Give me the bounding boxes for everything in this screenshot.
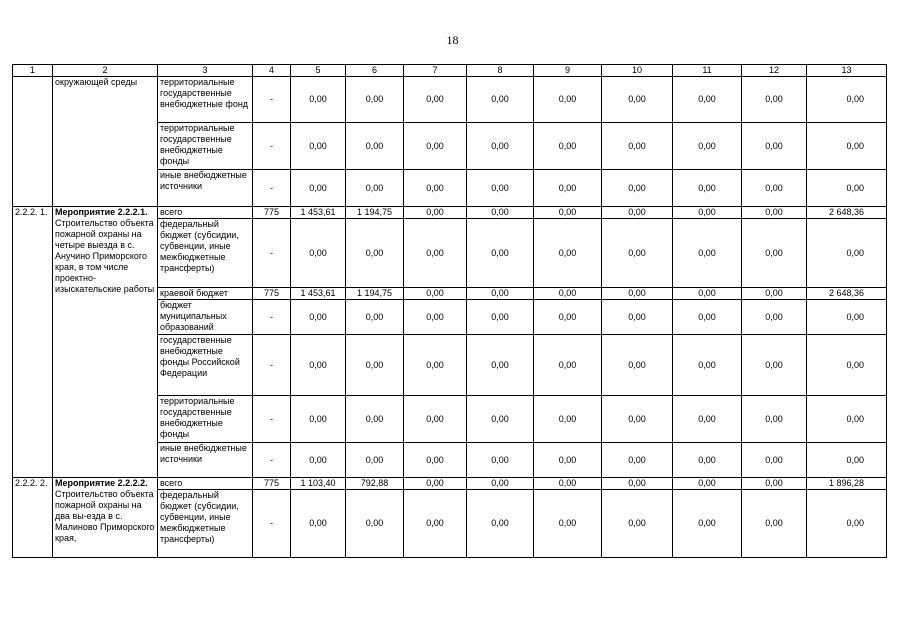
- amount-cell: 0,00: [673, 207, 742, 219]
- amount-cell: 0,00: [742, 490, 807, 558]
- amount-cell: 0,00: [291, 443, 346, 478]
- amount-cell: 0,00: [346, 396, 404, 443]
- amount-cell: 0,00: [467, 207, 534, 219]
- amount-cell: 0,00: [742, 300, 807, 335]
- amount-cell: 0,00: [534, 335, 602, 396]
- funding-source: всего: [158, 207, 253, 219]
- admin-code: -: [253, 170, 291, 207]
- amount-cell: 0,00: [346, 123, 404, 170]
- amount-cell: 0,00: [742, 219, 807, 288]
- item-title: Мероприятие 2.2.2.2.: [55, 478, 148, 488]
- header-cell: 12: [742, 65, 807, 77]
- admin-code: -: [253, 77, 291, 123]
- amount-cell: 0,00: [404, 490, 467, 558]
- amount-cell: 0,00: [534, 77, 602, 123]
- funding-source: государственные внебюджетные фонды Российской Федерации: [158, 335, 253, 396]
- amount-cell: 0,00: [673, 288, 742, 300]
- amount-cell: 1 896,28: [807, 478, 887, 490]
- table-row: [13, 478, 887, 490]
- table-row: [13, 207, 887, 219]
- header-cell: 8: [467, 65, 534, 77]
- amount-cell: 0,00: [807, 123, 887, 170]
- amount-cell: 0,00: [742, 478, 807, 490]
- amount-cell: 0,00: [346, 300, 404, 335]
- header-cell: 10: [602, 65, 673, 77]
- header-cell: 7: [404, 65, 467, 77]
- amount-cell: 1 103,40: [291, 478, 346, 490]
- amount-cell: 0,00: [742, 396, 807, 443]
- amount-cell: 0,00: [404, 396, 467, 443]
- amount-cell: 0,00: [742, 207, 807, 219]
- amount-cell: 0,00: [404, 443, 467, 478]
- admin-code: 775: [253, 478, 291, 490]
- amount-cell: 0,00: [346, 490, 404, 558]
- header-cell: 2: [53, 65, 158, 77]
- funding-source: территориальные государственные внебюджетные фонды: [158, 123, 253, 170]
- amount-cell: 0,00: [742, 335, 807, 396]
- amount-cell: 0,00: [602, 207, 673, 219]
- admin-code: -: [253, 396, 291, 443]
- funding-source: иные внебюджетные источники: [158, 443, 253, 478]
- header-cell: 13: [807, 65, 887, 77]
- amount-cell: 0,00: [467, 478, 534, 490]
- funding-source: бюджет муниципальных образований: [158, 300, 253, 335]
- funding-source: федеральный бюджет (субсидии, субвенции, иные межбюджетные трансферты): [158, 490, 253, 558]
- amount-cell: 0,00: [602, 396, 673, 443]
- amount-cell: 0,00: [534, 396, 602, 443]
- admin-code: -: [253, 335, 291, 396]
- budget-table: [12, 64, 887, 558]
- amount-cell: 0,00: [807, 300, 887, 335]
- amount-cell: 0,00: [346, 77, 404, 123]
- amount-cell: 0,00: [346, 219, 404, 288]
- amount-cell: 0,00: [602, 123, 673, 170]
- amount-cell: 0,00: [291, 490, 346, 558]
- amount-cell: 0,00: [404, 219, 467, 288]
- table-row: [13, 77, 887, 123]
- amount-cell: 0,00: [534, 288, 602, 300]
- amount-cell: 792,88: [346, 478, 404, 490]
- admin-code: -: [253, 443, 291, 478]
- item-code: 2.2.2. 1.: [13, 207, 53, 478]
- header-cell: 1: [13, 65, 53, 77]
- amount-cell: 0,00: [534, 219, 602, 288]
- amount-cell: 2 648,36: [807, 207, 887, 219]
- header-cell: 3: [158, 65, 253, 77]
- funding-source: территориальные государственные внебюджетные фонды: [158, 396, 253, 443]
- amount-cell: 1 194,75: [346, 288, 404, 300]
- amount-cell: 0,00: [807, 443, 887, 478]
- item-code: 2.2.2. 2.: [13, 478, 53, 558]
- amount-cell: 0,00: [534, 490, 602, 558]
- amount-cell: 0,00: [807, 219, 887, 288]
- amount-cell: 0,00: [467, 490, 534, 558]
- amount-cell: 0,00: [346, 170, 404, 207]
- amount-cell: 0,00: [602, 77, 673, 123]
- admin-code: -: [253, 300, 291, 335]
- amount-cell: 0,00: [602, 490, 673, 558]
- amount-cell: 0,00: [346, 335, 404, 396]
- amount-cell: 0,00: [291, 77, 346, 123]
- admin-code: -: [253, 123, 291, 170]
- item-name: [53, 77, 158, 207]
- amount-cell: 0,00: [602, 335, 673, 396]
- amount-cell: 0,00: [807, 396, 887, 443]
- amount-cell: 0,00: [742, 77, 807, 123]
- header-row: [13, 65, 887, 77]
- table-body: [13, 65, 887, 558]
- amount-cell: 0,00: [404, 478, 467, 490]
- admin-code: 775: [253, 288, 291, 300]
- amount-cell: 0,00: [404, 170, 467, 207]
- amount-cell: 0,00: [346, 443, 404, 478]
- amount-cell: 0,00: [602, 219, 673, 288]
- amount-cell: 0,00: [673, 335, 742, 396]
- amount-cell: 0,00: [602, 300, 673, 335]
- amount-cell: 0,00: [467, 288, 534, 300]
- item-name: [53, 478, 158, 558]
- amount-cell: 0,00: [404, 77, 467, 123]
- item-description: Строительство объекта пожарной охраны на два вы-езда в с. Малиново Приморского края,: [55, 489, 155, 543]
- amount-cell: 2 648,36: [807, 288, 887, 300]
- funding-source: федеральный бюджет (субсидии, субвенции, иные межбюджетные трансферты): [158, 219, 253, 288]
- amount-cell: 0,00: [602, 443, 673, 478]
- amount-cell: 0,00: [602, 288, 673, 300]
- amount-cell: 0,00: [673, 219, 742, 288]
- amount-cell: 1 453,61: [291, 207, 346, 219]
- amount-cell: 0,00: [467, 77, 534, 123]
- amount-cell: 0,00: [807, 170, 887, 207]
- amount-cell: 0,00: [467, 335, 534, 396]
- amount-cell: 0,00: [534, 478, 602, 490]
- admin-code: -: [253, 490, 291, 558]
- amount-cell: 0,00: [291, 396, 346, 443]
- amount-cell: 0,00: [742, 288, 807, 300]
- amount-cell: 0,00: [291, 335, 346, 396]
- amount-cell: 0,00: [467, 443, 534, 478]
- amount-cell: 0,00: [602, 478, 673, 490]
- admin-code: -: [253, 219, 291, 288]
- amount-cell: 0,00: [404, 288, 467, 300]
- amount-cell: 0,00: [404, 335, 467, 396]
- amount-cell: 0,00: [291, 170, 346, 207]
- amount-cell: 0,00: [673, 77, 742, 123]
- header-cell: 11: [673, 65, 742, 77]
- amount-cell: 0,00: [673, 396, 742, 443]
- amount-cell: 0,00: [742, 443, 807, 478]
- amount-cell: 0,00: [467, 300, 534, 335]
- amount-cell: 0,00: [404, 300, 467, 335]
- amount-cell: 0,00: [534, 123, 602, 170]
- amount-cell: 0,00: [467, 170, 534, 207]
- amount-cell: 0,00: [673, 490, 742, 558]
- amount-cell: 0,00: [534, 300, 602, 335]
- item-code: [13, 77, 53, 207]
- item-description: окружающей среды: [55, 77, 138, 87]
- header-cell: 9: [534, 65, 602, 77]
- page-number: 18: [446, 33, 459, 47]
- amount-cell: 0,00: [742, 170, 807, 207]
- funding-source: территориальные государственные внебюджетные фонд: [158, 77, 253, 123]
- amount-cell: 0,00: [673, 478, 742, 490]
- funding-source: всего: [158, 478, 253, 490]
- amount-cell: 0,00: [404, 207, 467, 219]
- amount-cell: 0,00: [404, 123, 467, 170]
- amount-cell: 0,00: [467, 123, 534, 170]
- amount-cell: 0,00: [602, 170, 673, 207]
- amount-cell: 0,00: [742, 123, 807, 170]
- item-description: Строительство объекта пожарной охраны на четыре выезда в с. Анучино Приморского края, в том числе проектно-изыскательские работы: [55, 218, 155, 294]
- amount-cell: 0,00: [467, 396, 534, 443]
- amount-cell: 0,00: [467, 219, 534, 288]
- amount-cell: 0,00: [534, 443, 602, 478]
- header-cell: 4: [253, 65, 291, 77]
- amount-cell: 1 194,75: [346, 207, 404, 219]
- header-cell: 6: [346, 65, 404, 77]
- amount-cell: 1 453,61: [291, 288, 346, 300]
- amount-cell: 0,00: [673, 300, 742, 335]
- amount-cell: 0,00: [534, 170, 602, 207]
- funding-source: краевой бюджет: [158, 288, 253, 300]
- amount-cell: 0,00: [291, 300, 346, 335]
- admin-code: 775: [253, 207, 291, 219]
- amount-cell: 0,00: [807, 77, 887, 123]
- header-cell: 5: [291, 65, 346, 77]
- amount-cell: 0,00: [534, 207, 602, 219]
- amount-cell: 0,00: [673, 170, 742, 207]
- amount-cell: 0,00: [291, 123, 346, 170]
- amount-cell: 0,00: [291, 219, 346, 288]
- amount-cell: 0,00: [807, 335, 887, 396]
- item-title: Мероприятие 2.2.2.1.: [55, 207, 148, 217]
- amount-cell: 0,00: [673, 443, 742, 478]
- amount-cell: 0,00: [807, 490, 887, 558]
- amount-cell: 0,00: [673, 123, 742, 170]
- funding-source: иные внебюджетные источники: [158, 170, 253, 207]
- item-name: [53, 207, 158, 478]
